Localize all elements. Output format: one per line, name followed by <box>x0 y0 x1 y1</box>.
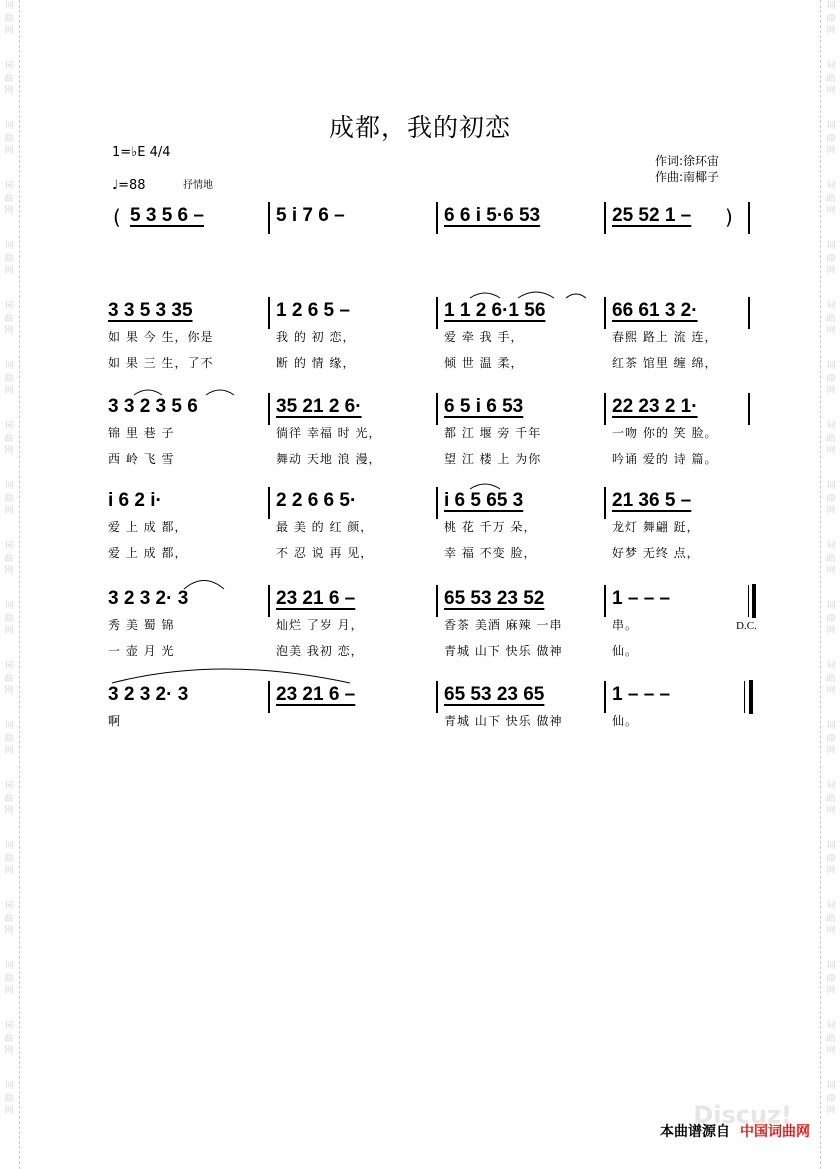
lyric: 一吻 你的 笑 脸。 <box>612 426 718 440</box>
system-2-bar-4: 22 23 2 1· <box>612 396 698 417</box>
slur <box>470 484 500 489</box>
lyricist: 作词:徐环宙 <box>655 154 720 168</box>
system-4-bar-2: 23 21 6 – <box>276 588 356 609</box>
close-paren: ) <box>725 205 733 229</box>
system-1-bar-4: 66 61 3 2· <box>612 300 698 321</box>
lyric: 倾 世 温 柔， <box>444 356 524 370</box>
lyric: 桃 花 千万 朵， <box>444 520 537 534</box>
system-5-bar-3: 65 53 23 65 <box>444 684 545 705</box>
lyric: 爱 上 成 都， <box>108 546 188 560</box>
lyric: 徜徉 幸福 时 光， <box>276 426 382 440</box>
expression-marking: 抒情地 <box>183 180 213 191</box>
lyric: 锦 里 巷 子 <box>108 426 175 440</box>
system-5-bar-2: 23 21 6 – <box>276 684 356 705</box>
source-credit <box>660 1121 810 1141</box>
lyric: 如 果 今 生，你是 <box>108 330 214 344</box>
tempo-marking: ♩=88 <box>112 178 146 193</box>
lyric: 青城 山下 快乐 做神 <box>444 714 563 728</box>
system-3-bar-2: 2 2 6 6 5· <box>276 490 357 511</box>
lyric: 如 果 三 生，了不 <box>108 356 214 370</box>
lyric: 秀 美 蜀 锦 <box>108 618 175 632</box>
slur <box>134 390 162 395</box>
system-4-bar-4: 1 – – – <box>612 588 671 609</box>
lyric: 仙。 <box>612 644 639 658</box>
lyric: 香茶 美酒 麻辣 一串 <box>444 618 563 632</box>
lyric: 仙。 <box>612 714 639 728</box>
lyric: 一 壶 月 光 <box>108 644 175 658</box>
lyric: 串。 <box>612 618 639 632</box>
lyric: 灿烂 了岁 月， <box>276 618 364 632</box>
slur <box>566 294 586 298</box>
system-1-bar-1: 3 3 5 3 35 <box>108 300 193 321</box>
slur <box>112 669 350 683</box>
intro-bar-2: 5 i 7 6 – <box>276 205 345 226</box>
key-signature: 1=♭E 4/4 <box>112 145 171 160</box>
slur <box>184 581 224 590</box>
system-2-bar-1: 3 3 2 3 5 6 <box>108 396 198 417</box>
lyric: 最 美 的 红 颜， <box>276 520 374 534</box>
intro-bar-4: 25 52 1 – <box>612 205 692 226</box>
slur <box>470 293 500 298</box>
lyric: 幸 福 不变 脸， <box>444 546 537 560</box>
system-4-bar-3: 65 53 23 52 <box>444 588 545 609</box>
side-watermark-left: 词曲网 词曲网 词曲网 词曲网 词曲网 词曲网 词曲网 词曲网 词曲网 词曲网 词曲网 词曲网 词曲网 词曲网 词曲网 词曲网 词曲网 词曲网 词曲网 <box>4 1 14 1116</box>
system-4-bar-1: 3 2 3 2· 3 <box>108 588 189 609</box>
system-3-bar-4: 21 36 5 – <box>612 490 692 511</box>
da-capo: D.C. <box>736 620 757 632</box>
system-2-bar-2: 35 21 2 6· <box>276 396 362 417</box>
side-watermark-right: 词曲网 词曲网 词曲网 词曲网 词曲网 词曲网 词曲网 词曲网 词曲网 词曲网 词曲网 词曲网 词曲网 词曲网 词曲网 词曲网 词曲网 词曲网 词曲网 <box>826 1 836 1116</box>
lyric: 不 忍 说 再 见， <box>276 546 374 560</box>
lyric: 啊 <box>108 714 122 728</box>
lyric: 爱 牵 我 手， <box>444 330 524 344</box>
lyric: 龙灯 舞翩 跹， <box>612 520 700 534</box>
lyric: 西 岭 飞 雪 <box>108 452 175 466</box>
source-label: 本曲谱源自 <box>660 1124 730 1140</box>
lyric: 吟诵 爱的 诗 篇。 <box>612 452 718 466</box>
system-3-bar-1: i 6 2 i· <box>108 490 162 511</box>
intro-bar-3: 6 6 i 5·6 53 <box>444 205 541 226</box>
lyric: 都 江 堰 旁 千年 <box>444 426 542 440</box>
system-1-bar-2: 1 2 6 5 – <box>276 300 350 321</box>
slur <box>206 390 234 395</box>
source-brand-link[interactable]: 中国词曲网 <box>740 1124 810 1140</box>
lyric: 我 的 初 恋， <box>276 330 356 344</box>
lyric: 好梦 无终 点， <box>612 546 700 560</box>
lyric: 望 江 楼 上 为你 <box>444 452 542 466</box>
lyric: 泡美 我初 恋， <box>276 644 364 658</box>
slur <box>518 292 554 298</box>
system-1-bar-3: 1 1 2 6·1 56 <box>444 300 546 321</box>
faint-watermark: Discuz! <box>693 1101 792 1129</box>
composer: 作曲:南椰子 <box>655 170 720 184</box>
lyric: 舞动 天地 浪 漫， <box>276 452 382 466</box>
system-5-bar-1: 3 2 3 2· 3 <box>108 684 189 705</box>
system-3-bar-3: i 6 5 65 3 <box>444 490 524 511</box>
lyric: 红茶 馆里 缠 绵， <box>612 356 718 370</box>
system-2-bar-3: 6 5 i 6 53 <box>444 396 524 417</box>
lyric: 断 的 情 缘， <box>276 356 356 370</box>
intro-bar-1: 5 3 5 6 – <box>130 205 204 226</box>
open-paren: ( <box>113 205 121 229</box>
system-5-bar-4: 1 – – – <box>612 684 671 705</box>
lyric: 爱 上 成 都， <box>108 520 188 534</box>
lyric: 春熙 路上 流 连， <box>612 330 718 344</box>
song-title: 成都，我的初恋 <box>328 113 511 142</box>
lyric: 青城 山下 快乐 做神 <box>444 644 563 658</box>
